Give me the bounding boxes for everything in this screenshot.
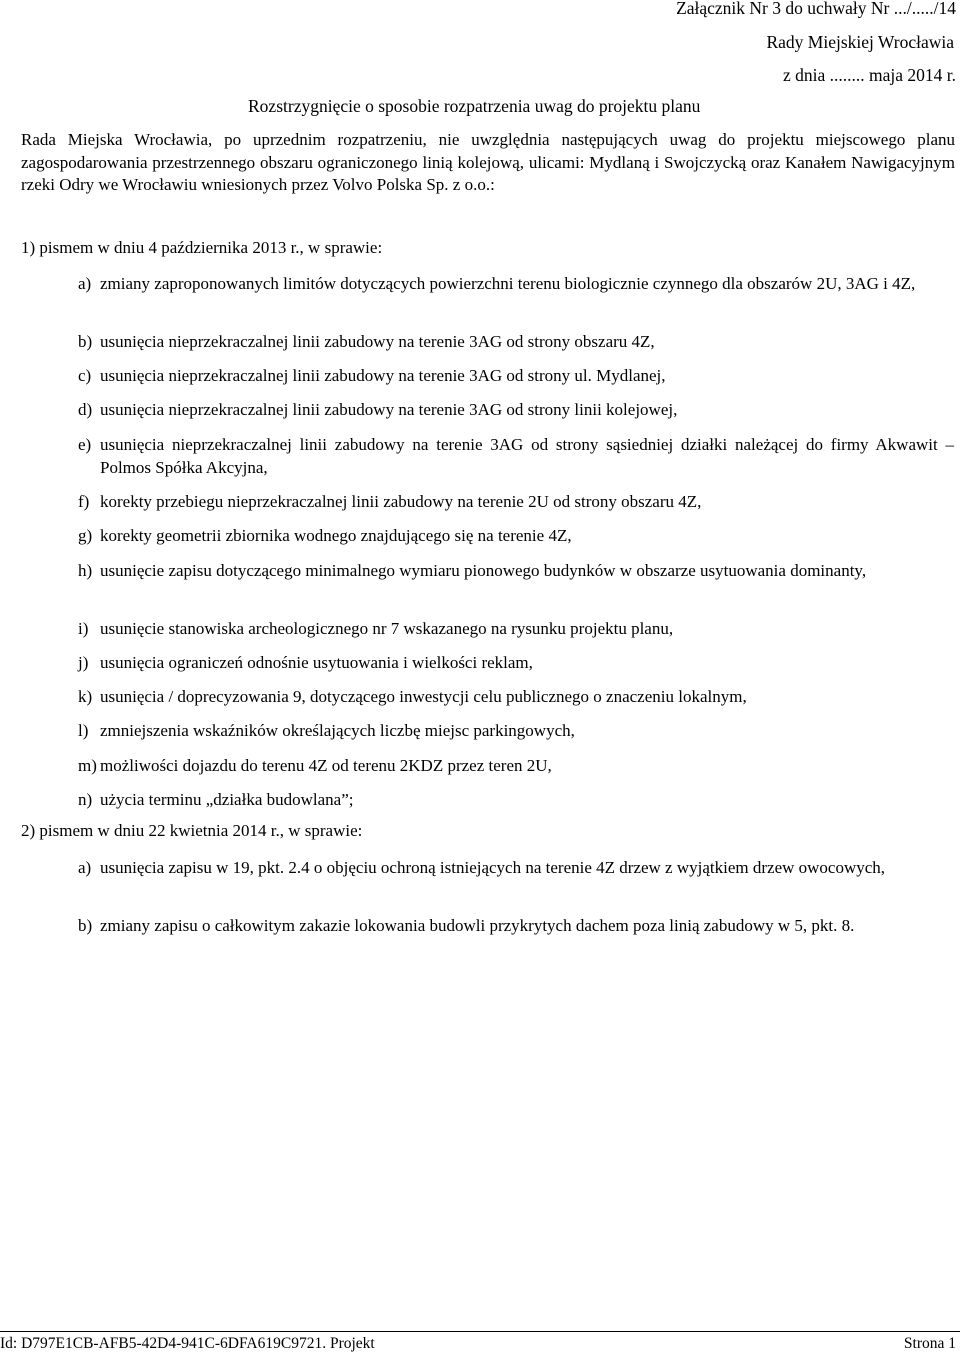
list-item-letter: d)	[78, 400, 93, 419]
list-item	[78, 330, 954, 353]
list-item-letter: b)	[78, 332, 93, 351]
list-item	[78, 272, 954, 295]
list-item-text: zmiany zapisu o całkowitym zakazie lokowania budowli przykrytych dachem poza linią zabudowy w 5, pkt. 8.	[100, 916, 855, 935]
list-item-letter: b)	[78, 916, 93, 935]
footer-divider	[0, 1331, 960, 1332]
list-item-letter: n)	[78, 790, 93, 809]
list-item-letter: f)	[78, 492, 90, 511]
list-item-text: usunięcie stanowiska archeologicznego nr 7 wskazanego na rysunku projektu planu,	[100, 619, 674, 638]
council-name: Rady Miejskiej Wrocławia	[766, 32, 954, 52]
list-item-letter: j)	[78, 653, 89, 672]
list-item-text: usunięcia ograniczeń odnośnie usytuowania i wielkości reklam,	[100, 653, 533, 672]
list-item-letter: c)	[78, 366, 92, 385]
list-item-text: usunięcia nieprzekraczalnej linii zabudowy na terenie 3AG od strony sąsiedniej działki należącej do firmy Akwawit – Polmos Spółka Akcyjna,	[100, 435, 954, 477]
list-item-text: usunięcie zapisu dotyczącego minimalnego wymiaru pionowego budynków w obszarze usytuowania dominanty,	[100, 561, 867, 580]
list-item	[78, 914, 954, 937]
list-item-text: możliwości dojazdu do terenu 4Z od terenu 2KDZ przez teren 2U,	[100, 756, 552, 775]
list-item	[78, 364, 954, 387]
list-item-letter: l)	[78, 721, 89, 740]
list-item-text: usunięcia nieprzekraczalnej linii zabudowy na terenie 3AG od strony ul. Mydlanej,	[100, 366, 666, 385]
list-item	[78, 856, 954, 879]
list-item-text: usunięcia nieprzekraczalnej linii zabudowy na terenie 3AG od strony linii kolejowej,	[100, 400, 678, 419]
list-item-text: usunięcia nieprzekraczalnej linii zabudowy na terenie 3AG od strony obszaru 4Z,	[100, 332, 655, 351]
resolution-date: z dnia ........ maja 2014 r.	[782, 65, 956, 85]
document-id: Id: D797E1CB-AFB5-42D4-941C-6DFA619C9721. Projekt	[0, 1335, 375, 1352]
list-item-text: zmiany zaproponowanych limitów dotyczących powierzchni terenu biologicznie czynnego dla obszarów 2U, 3AG i 4Z,	[100, 274, 916, 293]
list-item-letter: g)	[78, 526, 93, 545]
section-1-heading: 1) pismem w dniu 4 października 2013 r., w sprawie:	[21, 238, 383, 257]
list-item	[78, 651, 954, 674]
intro-paragraph: Rada Miejska Wrocławia, po uprzednim rozpatrzeniu, nie uwzględnia następujących uwag do projektu miejscowego planu zagospodarowania przestrzennego obszaru ograniczonego linią kolejową, ulicami: Mydlaną i Swojczycką oraz Kanałem Nawigacyjnym rzeki Odry we Wrocławiu wniesionych przez Volvo Polska Sp. z o.o.:	[21, 130, 955, 194]
list-item-text: zmniejszenia wskaźników określających liczbę miejsc parkingowych,	[100, 721, 575, 740]
list-item	[78, 754, 954, 777]
list-item	[78, 433, 954, 479]
list-item-text: usunięcia zapisu w 19, pkt. 2.4 o objęciu ochroną istniejących na terenie 4Z drzew z wyjątkiem drzew owocowych,	[100, 858, 886, 877]
annex-reference: Załącznik Nr 3 do uchwały Nr .../...../14	[676, 0, 956, 18]
page-number: Strona 1	[903, 1335, 956, 1352]
list-item-letter: h)	[78, 561, 93, 580]
list-item-letter: m)	[78, 756, 97, 775]
list-item-letter: e)	[78, 435, 92, 454]
list-item-text: usunięcia / doprecyzowania 9, dotyczącego inwestycji celu publicznego o znaczeniu lokalnym,	[100, 687, 747, 706]
list-item	[78, 719, 954, 742]
list-item-text: użycia terminu „działka budowlana”;	[100, 790, 354, 809]
list-item	[78, 788, 954, 811]
list-item-letter: i)	[78, 619, 89, 638]
list-item	[78, 398, 954, 421]
list-item-letter: k)	[78, 687, 93, 706]
list-item-letter: a)	[78, 274, 92, 293]
list-item	[78, 524, 954, 547]
document-title: Rozstrzygnięcie o sposobie rozpatrzenia uwag do projektu planu	[248, 96, 701, 116]
list-item-text: korekty geometrii zbiornika wodnego znajdującego się na terenie 4Z,	[100, 526, 572, 545]
list-item-letter: a)	[78, 858, 92, 877]
list-item	[78, 617, 954, 640]
list-item-text: korekty przebiegu nieprzekraczalnej linii zabudowy na terenie 2U od strony obszaru 4Z,	[100, 492, 702, 511]
section-2-heading: 2) pismem w dniu 22 kwietnia 2014 r., w sprawie:	[21, 821, 363, 840]
list-item	[78, 685, 954, 708]
list-item	[78, 490, 954, 513]
list-item	[78, 559, 954, 582]
